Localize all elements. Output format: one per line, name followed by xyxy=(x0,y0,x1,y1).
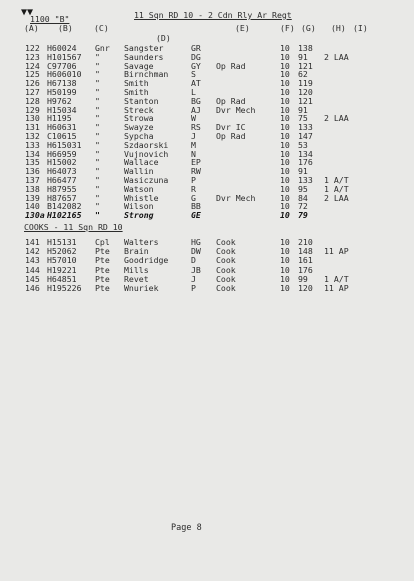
cell-g: 10 xyxy=(280,78,290,89)
cell-a: 129 xyxy=(25,104,40,115)
cell-c: " xyxy=(95,148,100,159)
cell-e: GE xyxy=(191,210,201,220)
cell-b: H60024 xyxy=(47,43,77,53)
cell-h: 121 xyxy=(298,60,313,71)
cell-c: Gnr xyxy=(95,43,110,53)
cell-a: 122 xyxy=(25,43,40,53)
cell-g: 10 xyxy=(280,273,290,284)
cell-h: 62 xyxy=(298,69,308,80)
cell-c: " xyxy=(95,139,100,150)
cell-a: 138 xyxy=(25,183,40,194)
cell-c: " xyxy=(95,87,100,97)
cell-g: 10 xyxy=(280,183,290,194)
cell-a: 128 xyxy=(25,95,40,106)
cell-e: J xyxy=(191,273,196,284)
cell-c: Pte xyxy=(95,255,110,266)
cell-b: H195226 xyxy=(47,283,82,293)
cell-b: H19221 xyxy=(47,264,77,275)
col-header-e: (E) xyxy=(235,23,250,33)
cell-g: 10 xyxy=(280,246,290,257)
cell-a: 131 xyxy=(25,122,40,133)
cell-h: 91 xyxy=(298,104,308,115)
cell-f: Cook xyxy=(216,255,236,266)
cell-d: Walters xyxy=(124,237,159,247)
cell-g: 10 xyxy=(280,148,290,159)
page-number: Page 8 xyxy=(171,523,202,533)
cell-e: R xyxy=(191,183,196,194)
cell-h: 120 xyxy=(298,87,313,97)
col-header-h: (H) xyxy=(331,23,346,33)
cell-a: 137 xyxy=(25,175,40,185)
cell-h: 147 xyxy=(298,131,313,141)
cell-d: Wilson xyxy=(124,201,154,212)
cell-d: Brain xyxy=(124,246,149,257)
cell-d: Stanton xyxy=(124,95,159,106)
cell-h: 210 xyxy=(298,237,313,247)
cell-d: Revet xyxy=(124,273,149,284)
cell-a: 143 xyxy=(25,255,40,266)
cell-f: Op Rad xyxy=(216,131,246,141)
cell-i: 2 LAA xyxy=(324,192,349,203)
cell-c: " xyxy=(95,69,100,80)
col-header-g: (G) xyxy=(301,23,316,33)
cell-h: 84 xyxy=(298,192,308,203)
cell-e: G xyxy=(191,192,196,203)
cell-b: H15034 xyxy=(47,104,77,115)
cell-b: H64073 xyxy=(47,166,77,177)
cell-c: Pte xyxy=(95,264,110,275)
cell-h: 148 xyxy=(298,246,313,257)
corner-mark: ▼▼ xyxy=(21,7,34,18)
cell-d: Vujnovich xyxy=(124,148,169,159)
cell-e: AT xyxy=(191,78,201,89)
cell-d: Sypcha xyxy=(124,131,154,141)
cell-a: 127 xyxy=(25,87,40,97)
cell-e: BG xyxy=(191,95,201,106)
cell-f: Dvr IC xyxy=(216,122,246,133)
cell-b: H87657 xyxy=(47,192,77,203)
header-topleft: 1100 "B" xyxy=(30,14,70,24)
cell-c: Pte xyxy=(95,283,110,293)
cell-g: 10 xyxy=(280,95,290,106)
cell-e: P xyxy=(191,175,196,185)
cell-g: 10 xyxy=(280,104,290,115)
cell-a: 146 xyxy=(25,283,40,293)
cell-i: 11 AP xyxy=(324,283,349,293)
cell-f: Op Rad xyxy=(216,60,246,71)
cell-f: Dvr Mech xyxy=(216,104,256,115)
cell-h: 75 xyxy=(298,113,308,124)
cell-g: 10 xyxy=(280,283,290,293)
cell-f: Cook xyxy=(216,264,236,275)
cell-i: 11 AP xyxy=(324,246,349,257)
cell-h: 161 xyxy=(298,255,313,266)
cell-e: N xyxy=(191,148,196,159)
cell-c: " xyxy=(95,201,100,212)
cell-d: Strowa xyxy=(124,113,154,124)
cell-b: H15002 xyxy=(47,157,77,168)
cell-b: H64851 xyxy=(47,273,77,284)
cell-e: GR xyxy=(191,43,201,53)
cell-c: " xyxy=(95,166,100,177)
col-header-a: (A) xyxy=(24,23,39,33)
cell-h: 134 xyxy=(298,148,313,159)
cell-h: 119 xyxy=(298,78,313,89)
cell-d: Birnchman xyxy=(124,69,169,80)
cell-e: DG xyxy=(191,51,201,62)
cell-a: 133 xyxy=(25,139,40,150)
cell-e: EP xyxy=(191,157,201,168)
cell-g: 10 xyxy=(280,255,290,266)
cell-f: Op Rad xyxy=(216,95,246,106)
cell-e: AJ xyxy=(191,104,201,115)
cell-a: 142 xyxy=(25,246,40,257)
cell-a: 123 xyxy=(25,51,40,62)
cell-g: 10 xyxy=(280,113,290,124)
cell-b: H50199 xyxy=(47,87,77,97)
col-header-d: (D) xyxy=(156,33,171,43)
cell-g: 10 xyxy=(280,51,290,62)
cell-a: 132 xyxy=(25,131,40,141)
cell-e: DW xyxy=(191,246,201,257)
cell-h: 79 xyxy=(298,210,308,220)
cell-h: 99 xyxy=(298,273,308,284)
cell-d: Wnuriek xyxy=(124,283,159,293)
cell-g: 10 xyxy=(280,60,290,71)
col-header-c: (C) xyxy=(94,23,109,33)
cell-c: " xyxy=(95,104,100,115)
cell-h: 138 xyxy=(298,43,313,53)
cell-b: H615031 xyxy=(47,139,82,150)
cell-b: H66477 xyxy=(47,175,77,185)
cell-h: 176 xyxy=(298,264,313,275)
cell-c: " xyxy=(95,210,100,220)
cell-d: Goodridge xyxy=(124,255,169,266)
cell-e: J xyxy=(191,131,196,141)
cell-b: C10615 xyxy=(47,131,77,141)
cell-d: Wasiczuna xyxy=(124,175,169,185)
cell-g: 10 xyxy=(280,166,290,177)
cell-h: 91 xyxy=(298,166,308,177)
col-header-b: (B) xyxy=(58,23,73,33)
cell-b: H101567 xyxy=(47,51,82,62)
cell-e: P xyxy=(191,283,196,293)
cell-e: L xyxy=(191,87,196,97)
cell-a: 136 xyxy=(25,166,40,177)
cell-d: Streck xyxy=(124,104,154,115)
cell-d: Strong xyxy=(124,210,154,220)
cell-a: 134 xyxy=(25,148,40,159)
cell-e: BB xyxy=(191,201,201,212)
cell-f: Dvr Mech xyxy=(216,192,256,203)
cell-h: 72 xyxy=(298,201,308,212)
cell-e: RS xyxy=(191,122,201,133)
cell-c: " xyxy=(95,157,100,168)
cell-e: M xyxy=(191,139,196,150)
cell-b: B142082 xyxy=(47,201,82,212)
cell-c: " xyxy=(95,192,100,203)
cell-d: Saunders xyxy=(124,51,164,62)
cell-d: Watson xyxy=(124,183,154,194)
cell-h: 176 xyxy=(298,157,313,168)
cell-g: 10 xyxy=(280,69,290,80)
cell-g: 10 xyxy=(280,87,290,97)
cell-i: 2 LAA xyxy=(324,51,349,62)
cell-b: C97706 xyxy=(47,60,77,71)
cell-d: Mills xyxy=(124,264,149,275)
cell-c: Cpl xyxy=(95,237,110,247)
cell-a: 144 xyxy=(25,264,40,275)
cell-e: HG xyxy=(191,237,201,247)
cell-f: Cook xyxy=(216,237,236,247)
cell-e: JB xyxy=(191,264,201,275)
cell-g: 10 xyxy=(280,237,290,247)
cell-g: 10 xyxy=(280,264,290,275)
cell-a: 126 xyxy=(25,78,40,89)
cell-a: 125 xyxy=(25,69,40,80)
cell-g: 10 xyxy=(280,201,290,212)
cell-c: " xyxy=(95,122,100,133)
cell-h: 120 xyxy=(298,283,313,293)
cell-c: " xyxy=(95,175,100,185)
cell-g: 10 xyxy=(280,43,290,53)
cell-g: 10 xyxy=(280,139,290,150)
cell-a: 135 xyxy=(25,157,40,168)
cell-e: W xyxy=(191,113,196,124)
cell-b: H52062 xyxy=(47,246,77,257)
cell-h: 133 xyxy=(298,122,313,133)
cell-b: H60631 xyxy=(47,122,77,133)
cell-d: Whistle xyxy=(124,192,159,203)
cell-b: H87955 xyxy=(47,183,77,194)
table-row xyxy=(0,284,414,293)
cell-b: H102165 xyxy=(47,210,82,220)
cell-e: D xyxy=(191,255,196,266)
cell-i: 1 A/T xyxy=(324,175,349,185)
cell-g: 10 xyxy=(280,131,290,141)
cell-a: 141 xyxy=(25,237,40,247)
cell-i: 1 A/T xyxy=(324,183,349,194)
cell-i: 2 LAA xyxy=(324,113,349,124)
cell-d: Sangster xyxy=(124,43,164,53)
cell-b: H66959 xyxy=(47,148,77,159)
cell-g: 10 xyxy=(280,210,290,220)
cell-c: Pte xyxy=(95,246,110,257)
handwritten-row xyxy=(0,211,414,220)
cell-b: H9762 xyxy=(47,95,72,106)
cell-g: 10 xyxy=(280,192,290,203)
cell-g: 10 xyxy=(280,122,290,133)
cell-b: H606010 xyxy=(47,69,82,80)
cell-b: H1195 xyxy=(47,113,72,124)
cell-d: Savage xyxy=(124,60,154,71)
cell-h: 95 xyxy=(298,183,308,194)
cell-c: " xyxy=(95,60,100,71)
cell-e: RW xyxy=(191,166,201,177)
cell-d: Smith xyxy=(124,78,149,89)
cell-f: Cook xyxy=(216,273,236,284)
cell-c: " xyxy=(95,95,100,106)
cell-b: H15131 xyxy=(47,237,77,247)
cell-a: 130a xyxy=(25,210,45,220)
cell-e: GY xyxy=(191,60,201,71)
cell-c: " xyxy=(95,113,100,124)
cell-h: 121 xyxy=(298,95,313,106)
cell-d: Swayze xyxy=(124,122,154,133)
cell-d: Smith xyxy=(124,87,149,97)
cell-c: " xyxy=(95,131,100,141)
cell-d: Szdaorski xyxy=(124,139,169,150)
cell-c: " xyxy=(95,78,100,89)
cell-a: 145 xyxy=(25,273,40,284)
cell-c: " xyxy=(95,51,100,62)
cell-e: S xyxy=(191,69,196,80)
cell-b: H57010 xyxy=(47,255,77,266)
cell-b: H67138 xyxy=(47,78,77,89)
cell-g: 10 xyxy=(280,157,290,168)
cell-h: 53 xyxy=(298,139,308,150)
cell-h: 91 xyxy=(298,51,308,62)
cell-d: Wallace xyxy=(124,157,159,168)
cell-i: 1 A/T xyxy=(324,273,349,284)
cell-g: 10 xyxy=(280,175,290,185)
cell-a: 139 xyxy=(25,192,40,203)
cell-a: 130 xyxy=(25,113,40,124)
section2-title: COOKS - 11 Sqn RD 10 xyxy=(24,222,123,232)
cell-h: 133 xyxy=(298,175,313,185)
col-header-i: (I) xyxy=(353,23,368,33)
cell-c: " xyxy=(95,183,100,194)
cell-a: 140 xyxy=(25,201,40,212)
cell-c: Pte xyxy=(95,273,110,284)
col-header-f: (F) xyxy=(280,23,295,33)
cell-d: Wallin xyxy=(124,166,154,177)
cell-f: Cook xyxy=(216,246,236,257)
cell-a: 124 xyxy=(25,60,40,71)
header-title: 11 Sqn RD 10 - 2 Cdn Rly Ar Regt xyxy=(134,10,292,20)
cell-f: Cook xyxy=(216,283,236,293)
